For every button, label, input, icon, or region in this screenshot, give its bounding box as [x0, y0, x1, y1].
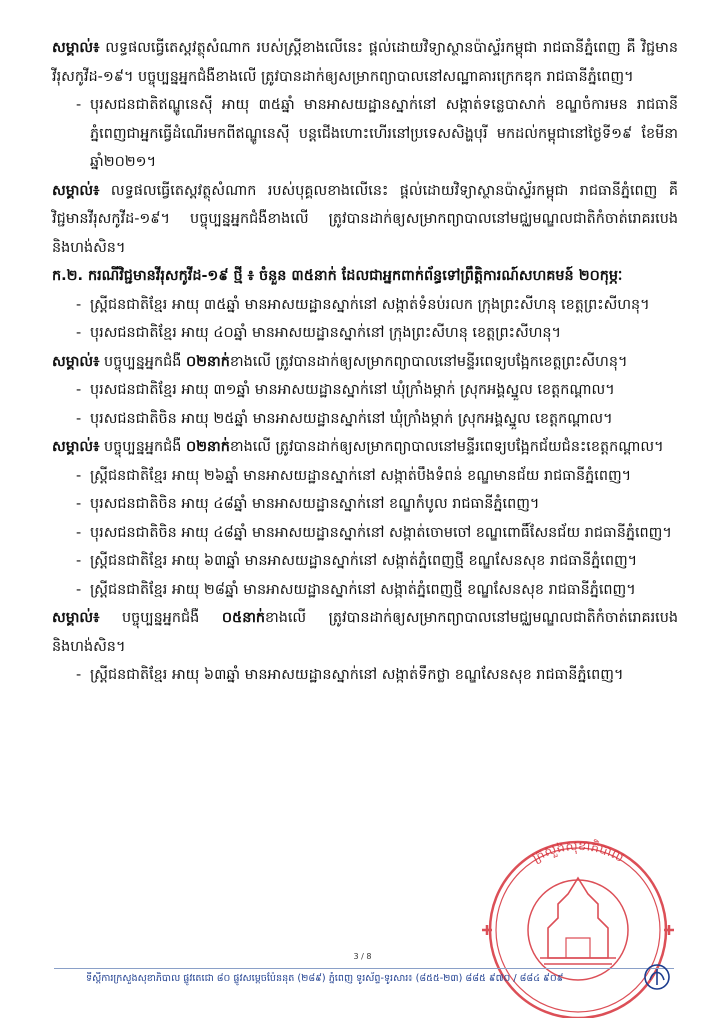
page-number: 3 / 8: [353, 952, 372, 961]
note-label: សម្គាល់៖: [52, 353, 100, 370]
note-text-post: ខាងលើ ត្រូវបានដាក់ឲ្យសម្រាកព្យាបាលនៅមជ្ឈមណ្ឌលជាតិកំចាត់រោគរបេង និងហង់សិន។: [52, 610, 679, 655]
note-paragraph-4: [52, 433, 678, 462]
document-body: [52, 34, 678, 690]
ministry-logo-icon: [640, 962, 674, 992]
note-text: លទ្ធផលធ្វើតេស្តវត្ថុសំណាក របស់ស្ត្រីខាងលើនេះ ផ្តល់ដោយវិទ្យាស្ថានប៉ាស្ទ័រកម្ពុជា រាជធានីភ្នំពេញ គឺ វិជ្ជមានវីរុសកូវីដ-១៩។ បច្ចុប្បន្នអ្នកជំងឺខាងលើ ត្រូវបានដាក់ឲ្យសម្រាកព្យាបាលនៅសណ្ឋាគារក្រេកឌុក រាជធានីភ្នំពេញ។: [52, 40, 678, 85]
list-item: - ស្ត្រីជនជាតិខ្មែរ អាយុ ២៦ឆ្នាំ មានអាសយដ្ឋានស្នាក់នៅ សង្កាត់បឹងទំពន់ ខណ្ឌមានជ័យ រាជធានីភ្នំពេញ។: [52, 462, 678, 491]
note-text-post: ខាងលើ ត្រូវបានដាក់ឲ្យសម្រាកព្យាបាលនៅមន្ទីរពេទ្យបង្អែកខេត្តព្រះសីហនុ។: [229, 353, 628, 370]
list-item: - បុរសជនជាតិខ្មែរ អាយុ ៤០ឆ្នាំ មានអាសយដ្ឋានស្នាក់នៅ ក្រុងព្រះសីហនុ ខេត្តព្រះសីហនុ។: [52, 319, 678, 348]
note-text: លទ្ធផលធ្វើតេស្តវត្ថុសំណាក របស់បុគ្គលខាងលើនេះ ផ្តល់ដោយវិទ្យាស្ថានប៉ាស្ទ័រកម្ពុជា រាជធានីភ្នំពេញ គឺ វិជ្ជមានវីរុសកូវីដ-១៩។ បច្ចុប្បន្នអ្នកជំងឺខាងលើ ត្រូវបានដាក់ឲ្យសម្រាកព្យាបាលនៅមជ្ឈមណ្ឌលជាតិកំចាត់រោគរបេង និងហង់សិន។: [52, 182, 678, 256]
list-item: - ស្ត្រីជនជាតិខ្មែរ អាយុ ៦៣ឆ្នាំ មានអាសយដ្ឋានស្នាក់នៅ សង្កាត់ទឹកថ្លា ខណ្ឌសែនសុខ រាជធានីភ្នំពេញ។: [52, 661, 678, 690]
case-list-0: [52, 91, 678, 177]
note-paragraph-2: [52, 177, 678, 263]
note-paragraph-3: [52, 348, 678, 377]
list-item: - បុរសជនជាតិខ្មែរ អាយុ ៣១ឆ្នាំ មានអាសយដ្ឋានស្នាក់នៅ ឃុំក្រាំងម្កាក់ ស្រុកអង្គស្នួល ខេត្តកណ្តាល។: [52, 376, 678, 405]
note-text-pre: បច្ចុប្បន្នអ្នកជំងឺ: [99, 610, 222, 626]
case-list-3: [52, 462, 678, 605]
seal-text: ក្រសួងសុខាភិបាល: [529, 838, 627, 866]
footer-divider: [54, 968, 674, 969]
note-paragraph-5: [52, 604, 678, 661]
list-item: - បុរសជនជាតិចិន អាយុ ២៥ឆ្នាំ មានអាសយដ្ឋានស្នាក់នៅ ឃុំក្រាំងម្កាក់ ស្រុកអង្គស្នួល ខេត្តកណ្តាល។: [52, 405, 678, 434]
patient-count: ០២នាក់: [185, 353, 230, 370]
note-label: សម្គាល់៖: [52, 40, 100, 56]
note-paragraph-1: [52, 34, 678, 91]
patient-count: ០៥នាក់: [221, 610, 266, 626]
note-text-post: ខាងលើ ត្រូវបានដាក់ឲ្យសម្រាកព្យាបាលនៅមន្ទីរពេទ្យបង្អែកជ័យជំនះខេត្តកណ្តាល។: [229, 439, 664, 455]
list-item: - ស្ត្រីជនជាតិខ្មែរ អាយុ ៦៣ឆ្នាំ មានអាសយដ្ឋានស្នាក់នៅ សង្កាត់ភ្នំពេញថ្មី ខណ្ឌសែនសុខ រាជធានីភ្នំពេញ។: [52, 547, 678, 576]
list-item: - បុរសជនជាតិចិន អាយុ ៤៨ឆ្នាំ មានអាសយដ្ឋានស្នាក់នៅ ខណ្ឌកំបូល រាជធានីភ្នំពេញ។: [52, 490, 678, 519]
footer-address: ទីស្តីការក្រសួងសុខាភិបាល ផ្លូវតេជោ ៨០ ផ្លូវសម្តេចប៉ែននុត (២៨៩) ភ្នំពេញ ទូរស័ព្ទ-ទូរសារ៖ (៨៥៥-២៣) ៨៨៥ ៩៧០ / ៨៨៤ ៩០៩: [86, 973, 564, 984]
case-list-4: [52, 661, 678, 690]
case-list-2: [52, 376, 678, 433]
note-text-pre: បច្ចុប្បន្នអ្នកជំងឺ: [99, 353, 186, 370]
section-heading-k2: ក.២. ករណីវិជ្ជមានវីរុសកូវីដ-១៩ ថ្មី ៖ ចំនួន ៣៥នាក់ ដែលជាអ្នកពាក់ព័ន្ធទៅព្រឹត្តិការណ៍សហគមន៍ ២០កុម្ភៈ: [52, 268, 623, 284]
note-label: សម្គាល់៖: [52, 182, 100, 199]
list-item: - ស្ត្រីជនជាតិខ្មែរ អាយុ ២៨ឆ្នាំ មានអាសយដ្ឋានស្នាក់នៅ សង្កាត់ភ្នំពេញថ្មី ខណ្ឌសែនសុខ រាជធានីភ្នំពេញ។: [52, 576, 678, 605]
note-label: សម្គាល់៖: [52, 439, 100, 455]
list-item: - ស្ត្រីជនជាតិខ្មែរ អាយុ ៣៥ឆ្នាំ មានអាសយដ្ឋានស្នាក់នៅ សង្កាត់ទំនប់រលក ក្រុងព្រះសីហនុ ខេត្តព្រះសីហនុ។: [52, 291, 678, 320]
list-item: - បុរសជនជាតិឥណ្ឌូនេស៊ី អាយុ ៣៥ឆ្នាំ មានអាសយដ្ឋានស្នាក់នៅ សង្កាត់ទន្លេបាសាក់ ខណ្ឌចំការមន រាជធានីភ្នំពេញជាអ្នកធ្វើដំណើរមកពីឥណ្ឌូនេស៊ី បន្តជើងហោះហើរនៅប្រទេសសិង្ហបុរី មកដល់កម្ពុជានៅថ្ងៃទី១៩ ខែមីនា ឆ្នាំ២០២១។: [52, 91, 678, 177]
note-text-pre: បច្ចុប្បន្នអ្នកជំងឺ: [99, 439, 186, 455]
case-list-1: [52, 291, 678, 348]
list-item: - បុរសជនជាតិចិន អាយុ ៤៨ឆ្នាំ មានអាសយដ្ឋានស្នាក់នៅ សង្កាត់ចោមចៅ ខណ្ឌពោធិ៍សែនជ័យ រាជធានីភ្នំពេញ។: [52, 519, 678, 548]
patient-count: ០២នាក់: [185, 439, 230, 455]
note-label: សម្គាល់៖: [52, 610, 100, 626]
